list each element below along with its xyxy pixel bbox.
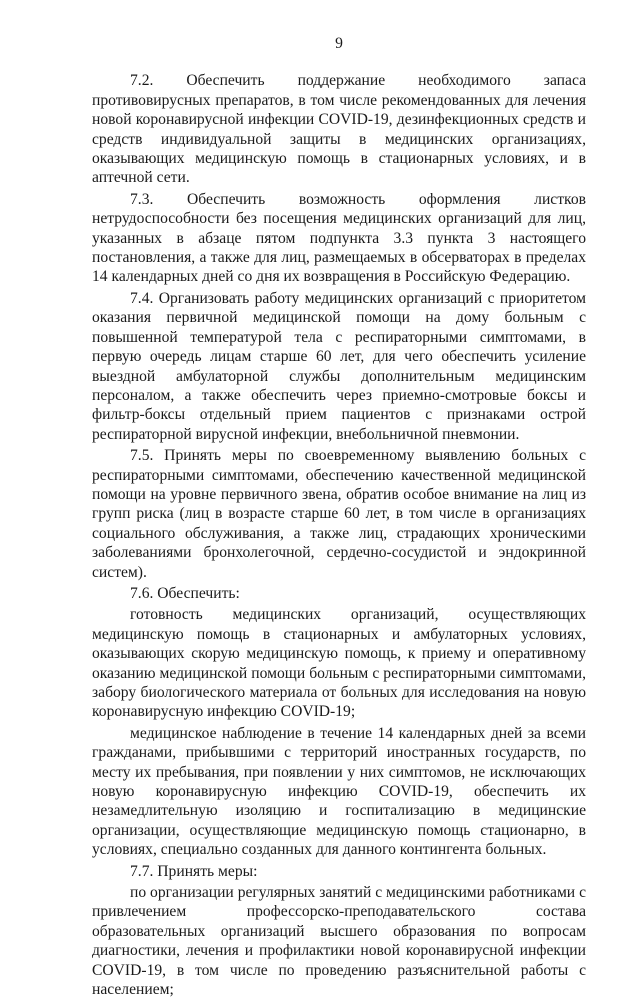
- page-number: 9: [335, 35, 343, 52]
- paragraph-7-6-heading: 7.6. Обеспечить:: [130, 584, 240, 602]
- paragraph-7-6-item-2: медицинское наблюдение в течение 14 календарных дней за всеми гражданами, прибывшими с территорий иностранных государств, по месту их пребывания, при появлении у них симптомов, не исключающих новую коронавирусную инфекцию COVID-19, обеспечить их незамедлительную изоляцию и госпитализацию в медицинские организации, осуществляющие медицинскую помощь стационарно, в условиях, специально созданных для данного контингента больных.: [92, 724, 586, 859]
- paragraph-7-2: 7.2. Обеспечить поддержание необходимого запаса противовирусных препаратов, в том числе рекомендованных для лечения новой коронавирусной инфекции COVID-19, дезинфекционных средств и средств индивидуальной защиты в медицинских организациях, оказывающих медицинскую помощь в стационарных условиях, и в аптечной сети.: [92, 72, 586, 187]
- paragraph-7-4: 7.4. Организовать работу медицинских организаций с приоритетом оказания первичной медицинской помощи на дому больным с повышенной температурой тела с респираторными симптомами, в первую очередь лицам старше 60 лет, для чего обеспечить усиление выездной амбулаторной службы дополнительным медицинским персоналом, а также обеспечить через приемно-смотровые боксы и фильтр-боксы отдельный прием пациентов с признаками острой респираторной вирусной инфекции, внебольничной пневмонии.: [92, 289, 586, 443]
- paragraph-7-5: 7.5. Принять меры по своевременному выявлению больных с респираторными симптомами, обеспечению качественной медицинской помощи на уровне первичного звена, обратив особое внимание на лиц из групп риска (лиц в возрасте старше 60 лет, в том числе в организациях социального обслуживания, а также лиц, страдающих хроническими заболеваниями бронхолегочной, сердечно-сосудистой и эндокринной систем).: [92, 447, 586, 581]
- paragraph-7-3: 7.3. Обеспечить возможность оформления листков нетрудоспособности без посещения медицинских организаций для лиц, указанных в абзаце пятом подпункта 3.3 пункта 3 настоящего постановления, а также для лиц, размещаемых в обсерваторах в пределах 14 календарных дней со дня их возвращения в Российскую Федерацию.: [92, 190, 586, 286]
- paragraph-7-6-item-1: готовность медицинских организаций, осуществляющих медицинскую помощь в стационарных и амбулаторных условиях, оказывающих скорую медицинскую помощь, к приему и оперативному оказанию медицинской помощи больным с респираторными симптомами, забору биологического материала от больных для исследования на новую коронавирусную инфекцию COVID-19;: [92, 606, 586, 721]
- paragraph-7-7-item-1: по организации регулярных занятий с медицинскими работниками с привлечением профессорско-преподавательского состава образовательных организаций высшего образования по вопросам диагностики, лечения и профилактики новой коронавирусной инфекции COVID-19, в том числе по проведению разъяснительной работы с населением;: [92, 884, 586, 999]
- paragraph-7-7-heading: 7.7. Принять меры:: [130, 862, 258, 880]
